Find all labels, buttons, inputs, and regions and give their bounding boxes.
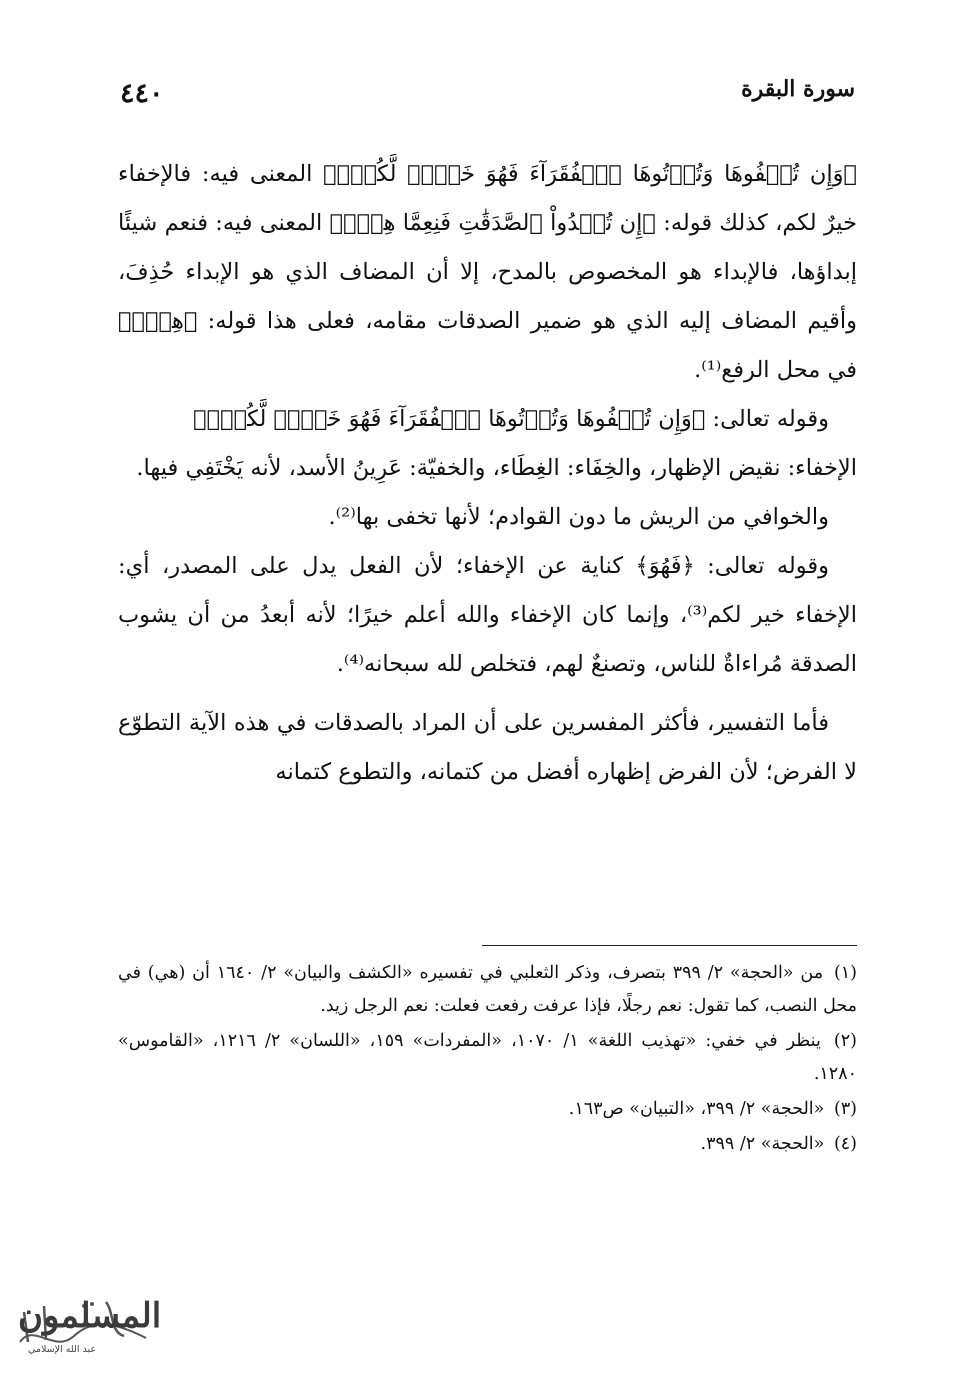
footnote-number: (١) — [833, 963, 857, 983]
paragraph-1: ﴿وَإِن تُخۡفُوهَا وَتُؤۡتُوهَا ٱلۡفُقَرَآءَ فَهُوَ خَيۡرٞ لَّكُمۡۚ﴾ المعنى فيه: فالإخفاء خيرٌ لكم، كذلك قوله: ﴿إِن تُبۡدُواْ ٱلصَّدَقَٰتِ فَنِعِمَّا هِيَۖ﴾ المعنى فيه: فنعم شيئًا إبداؤها، فالإبداء هو المخصوص بالمدح، إلا أن المضاف الذي هو الإبداء حُذِفَ، وأقيم المضاف إليه الذي هو ضمير الصدقات مقامه، فعلى هذا قوله: ﴿هِيَۖ﴾ في محل الرفع⁽¹⁾. — [118, 161, 857, 383]
footnote-number: (٤) — [833, 1134, 857, 1154]
paragraph-6: فأما التفسير، فأكثر المفسرين على أن المراد بالصدقات في هذه الآية التطوّع لا الفرض؛ لأن الفرض إظهاره أفضل من كتمانه، والتطوع كتمانه — [118, 710, 857, 785]
footnote-2 — [118, 1025, 857, 1091]
watermark-subtext: عبد الله الإسلامي — [28, 1344, 97, 1355]
footnotes — [118, 957, 857, 1163]
footnote-number: (٣) — [833, 1099, 857, 1119]
footnote-number: (٢) — [833, 1031, 857, 1051]
page-header — [120, 72, 855, 112]
surah-name: سورة البقرة — [741, 76, 855, 102]
page-number: ٤٤٠ — [120, 78, 164, 109]
watermark-text: المسلمون — [18, 1296, 162, 1336]
footnote-text: «الحجة» ٢/ ٣٩٩، «التبيان» ص١٦٣. — [568, 1099, 825, 1119]
footnote-text: من «الحجة» ٢/ ٣٩٩ بتصرف، وذكر الثعلبي في تفسيره «الكشف والبيان» ٢/ ١٦٤٠ أن (هي) في محل النصب، كما تقول: نعم رجلًا، فإذا عرفت رفعت فعلت: نعم الرجل زيد. — [118, 963, 857, 1016]
watermark-logo — [14, 1292, 162, 1366]
footnote-text: «الحجة» ٢/ ٣٩٩. — [700, 1134, 825, 1154]
footnote-separator — [482, 945, 857, 946]
paragraph-4: والخوافي من الريش ما دون القوادم؛ لأنها تخفى بها⁽²⁾. — [328, 504, 829, 530]
paragraph-3: الإخفاء: نقيض الإظهار، والخِفَاء: الغِطَاء، والخفيّة: عَرِينُ الأسد، لأنه يَخْتَفِي فيها. — [136, 455, 857, 481]
footnote-text: ينظر في خفي: «تهذيب اللغة» ١/ ١٠٧٠، «المفردات» ١٥٩، «اللسان» ٢/ ١٢١٦، «القاموس» ١٢٨٠. — [118, 1031, 857, 1084]
main-text — [118, 150, 857, 797]
paragraph-5: وقوله تعالى: ﴿فَهُوَ﴾ كناية عن الإخفاء؛ لأن الفعل يدل على المصدر، أي: الإخفاء خير لكم⁽³⁾، وإنما كان الإخفاء والله أعلم خيرًا؛ لأنه أبعدُ من أن يشوب الصدقة مُراءاةٌ للناس، وتصنعٌ لهم، فتخلص لله سبحانه⁽⁴⁾. — [118, 553, 857, 677]
footnote-3 — [118, 1093, 857, 1126]
paragraph-2: وقوله تعالى: ﴿وَإِن تُخۡفُوهَا وَتُؤۡتُوهَا ٱلۡفُقَرَآءَ فَهُوَ خَيۡرٞ لَّكُمۡۚ﴾ — [193, 406, 829, 432]
footnote-1 — [118, 957, 857, 1023]
footnote-4 — [118, 1128, 857, 1161]
